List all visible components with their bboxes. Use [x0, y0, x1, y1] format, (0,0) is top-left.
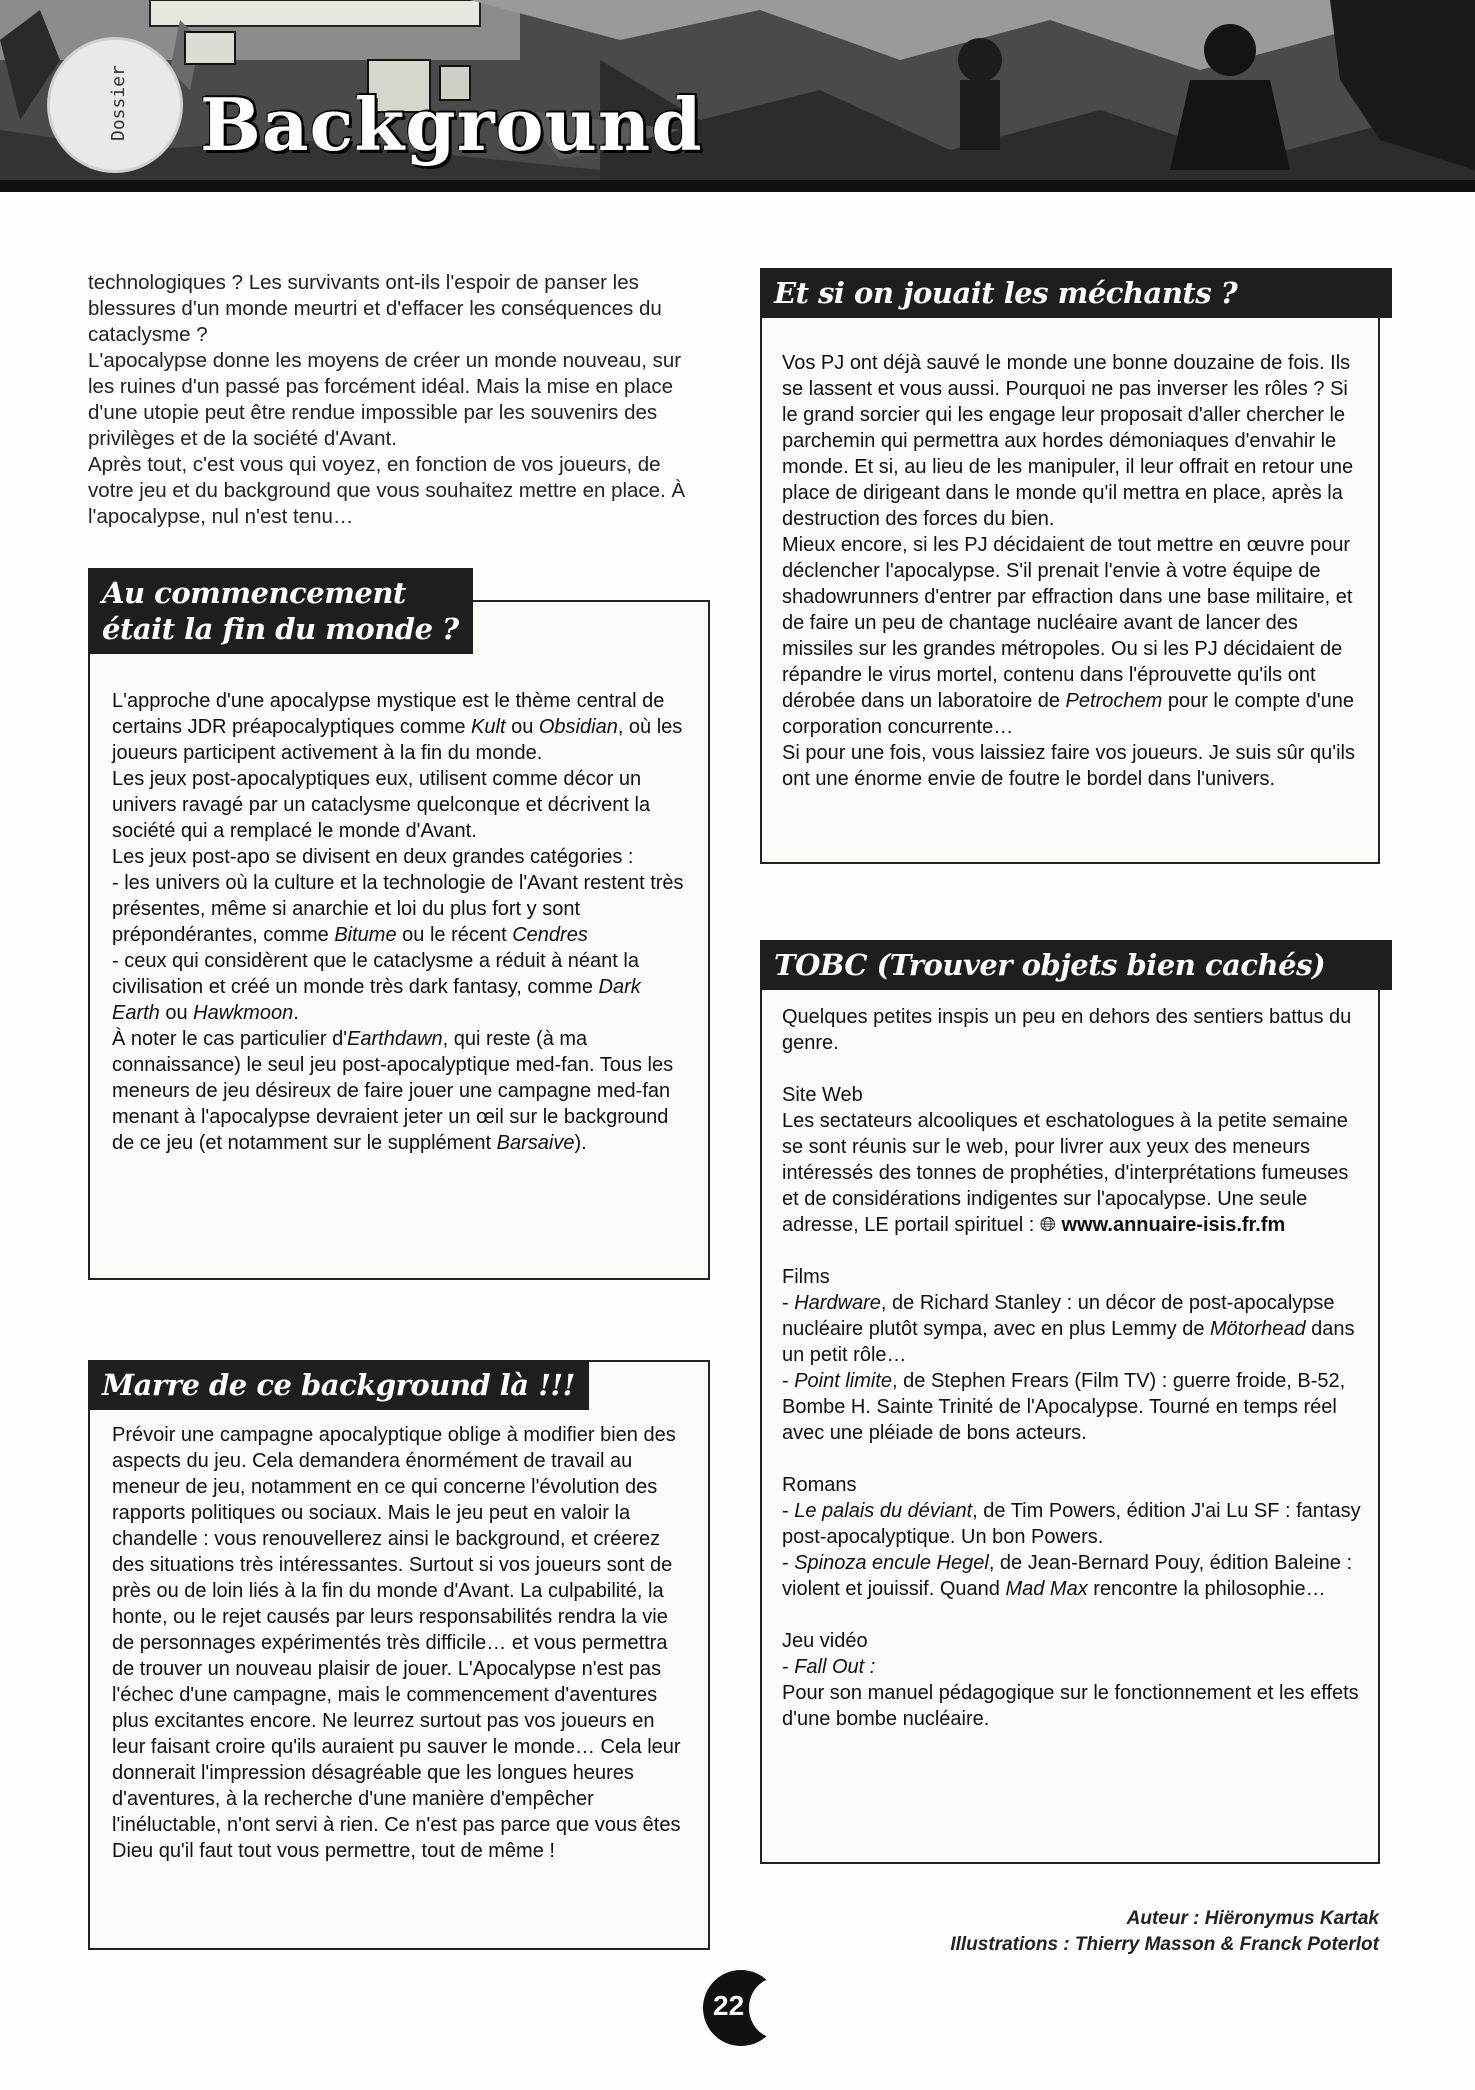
- paragraph: Quelques petites inspis un peu en dehors des sentiers battus du genre.: [782, 1006, 1352, 1054]
- intro-paragraph: L'apocalypse donne les moyens de créer un monde nouveau, sur les ruines d'un passé pas forcément idéal. Mais la mise en place d'une utopie peut être rendue impossible par les souvenirs des privilèges et de la société d'Avant.: [88, 349, 682, 450]
- page-title: Background: [200, 82, 703, 167]
- paragraph: Pour son manuel pédagogique sur le fonctionnement et les effets d'une bombe nucléaire.: [782, 1682, 1359, 1730]
- list-item: - Le palais du déviant, de Tim Powers, édition J'ai Lu SF : fantasy post-apocalyptique. Un bon Powers.: [782, 1500, 1361, 1548]
- paragraph: Si pour une fois, vous laissiez faire vos joueurs. Je suis sûr qu'ils ont une énorme envie de foutre le bordel dans l'univers.: [782, 742, 1355, 790]
- section-heading: Romans: [782, 1474, 857, 1496]
- section-label: Dossier: [108, 65, 129, 141]
- credits: [950, 1906, 1379, 1958]
- paragraph: Mieux encore, si les PJ décidaient de tout mettre en œuvre pour déclencher l'apocalypse. S'il prenait l'envie à votre équipe de shadowrunners d'entrer par effraction dans une base militaire, et de faire un peu de chantage nucléaire avant de lancer des missiles sur les grandes métropoles. Ou si les PJ décidaient de répandre le virus mortel, contenu dans l'éprouvette qu'ils ont dérobée dans un laboratoire de Petrochem pour le compte d'une corporation concurrente…: [782, 534, 1354, 738]
- box-marre-content: [112, 1422, 688, 1864]
- paragraph: Vos PJ ont déjà sauvé le monde une bonne douzaine de fois. Ils se lassent et vous aussi. Pourquoi ne pas inverser les rôles ? Si le grand sorcier qui les engage leur proposait d'aller chercher le parchemin qui permettra aux hordes démoniaques d'envahir le monde. Et si, au lieu de les manipuler, il leur offrait en retour une place de dirigeant dans le monde qu'il mettra en place, après la destruction des forces du bien.: [782, 352, 1354, 530]
- paragraph: Les jeux post-apocalyptiques eux, utilisent comme décor un univers ravagé par un cataclysme quelconque et décrivent la société qui a remplacé le monde d'Avant.: [112, 768, 651, 842]
- paragraph: L'approche d'une apocalypse mystique est le thème central de certains JDR préapocalyptiques comme Kult ou Obsidian, où les joueurs participent activement à la fin du monde.: [112, 690, 683, 764]
- box-mechants-content: [782, 350, 1362, 792]
- intro-paragraph: Après tout, c'est vous qui voyez, en fonction de vos joueurs, de votre jeu et du background que vous souhaitez mettre en place. À l'apocalypse, nul n'est tenu…: [88, 453, 686, 528]
- box-marre-title: Marre de ce background là !!!: [88, 1360, 589, 1410]
- paragraph: - les univers où la culture et la technologie de l'Avant restent très présentes, même si anarchie et loi du plus fort y sont prépondérantes, comme Bitume ou le récent Cendres: [112, 872, 684, 946]
- paragraph: Les sectateurs alcooliques et eschatologues à la petite semaine se sont réunis sur le web, pour livrer aux yeux des meneurs intéressés des tonnes de prophéties, d'interprétations fumeuses et de considérations indigentes sur l'apocalypse. Une seule adresse, LE portail spirituel : 🌐︎ www.annuaire-isis.fr.fm: [782, 1110, 1349, 1236]
- box-tobc-title: TOBC (Trouver objets bien cachés): [760, 940, 1392, 990]
- page-number: 22: [713, 1990, 745, 2021]
- header-banner: [0, 0, 1475, 192]
- globe-icon: 🌐︎: [1039, 1214, 1056, 1236]
- box-commencement: [88, 576, 710, 1280]
- list-item: - Hardware, de Richard Stanley : un décor de post-apocalypse nucléaire plutôt sympa, avec en plus Lemmy de Mötorhead dans un petit rôle…: [782, 1292, 1355, 1366]
- list-item: - Fall Out :: [782, 1656, 876, 1678]
- header-bottom-strip: [0, 180, 1475, 192]
- list-item: - Spinoza encule Hegel, de Jean-Bernard Pouy, édition Baleine : violent et jouissif. Quand Mad Max rencontre la philosophie…: [782, 1552, 1353, 1600]
- page-number-badge: [703, 1970, 779, 2046]
- list-item: - Point limite, de Stephen Frears (Film TV) : guerre froide, B-52, Bombe H. Sainte Trinité de l'Apocalypse. Tourné en temps réel avec une pléiade de bons acteurs.: [782, 1370, 1346, 1444]
- box-tobc: [760, 940, 1380, 1864]
- section-heading: Jeu vidéo: [782, 1630, 868, 1652]
- paragraph: - ceux qui considèrent que le cataclysme a réduit à néant la civilisation et créé un monde très dark fantasy, comme Dark Earth ou Hawkmoon.: [112, 950, 641, 1024]
- box-commencement-content: [112, 688, 688, 1156]
- box-commencement-title: Au commencement était la fin du monde ?: [88, 568, 473, 654]
- paragraph: Prévoir une campagne apocalyptique oblige à modifier bien des aspects du jeu. Cela demandera énormément de travail au meneur de jeu, notamment en ce qui concerne l'évolution des rapports politiques ou sociaux. Mais le jeu peut en valoir la chandelle : vous renouvellerez ainsi le background, et créerez des situations très intéressantes. Surtout si vos joueurs sont de près ou de loin liés à la fin du monde d'Avant. La culpabilité, la honte, ou le rejet causés par leurs responsabilités rendra la vie de personnages expérimentés très difficile… et vous permettra de trouver un nouveau plaisir de jouer. L'Apocalypse n'est pas l'échec d'une campagne, mais le commencement d'aventures plus excitantes encore. Ne leurrez surtout pas vos joueurs en leur faisant croire qu'ils auraient pu sauver le monde… Cela leur donnerait l'impression désagréable que les longues heures d'aventures, à la recherche d'une manière d'empêcher l'inéluctable, n'ont servi à rien. Ce n'est pas parce que vous êtes Dieu qu'il faut tout vous permettre, tout de même !: [112, 1424, 681, 1862]
- paragraph: Les jeux post-apo se divisent en deux grandes catégories :: [112, 846, 634, 868]
- paragraph: À noter le cas particulier d'Earthdawn, qui reste (à ma connaissance) le seul jeu post-apocalyptique med-fan. Tous les meneurs de jeu désireux de faire jouer une campagne med-fan menant à l'apocalypse devraient jeter un œil sur le background de ce jeu (et notamment sur le supplément Barsaive).: [112, 1028, 674, 1154]
- box-mechants: [760, 268, 1380, 864]
- box-marre: [88, 1360, 710, 1950]
- website-link[interactable]: www.annuaire-isis.fr.fm: [1061, 1214, 1286, 1236]
- box-mechants-title: Et si on jouait les méchants ?: [760, 268, 1392, 318]
- box-tobc-content: [782, 1004, 1362, 1732]
- intro-paragraph: technologiques ? Les survivants ont-ils l'espoir de panser les blessures d'un monde meurtri et d'effacer les conséquences du cataclysme ?: [88, 271, 662, 346]
- intro-text: [88, 270, 708, 530]
- section-heading: Films: [782, 1266, 830, 1288]
- author-credit: Auteur : Hiëronymus Kartak: [1126, 1908, 1379, 1929]
- section-heading: Site Web: [782, 1084, 863, 1106]
- illustrations-credit: Illustrations : Thierry Masson & Franck Poterlot: [950, 1934, 1379, 1955]
